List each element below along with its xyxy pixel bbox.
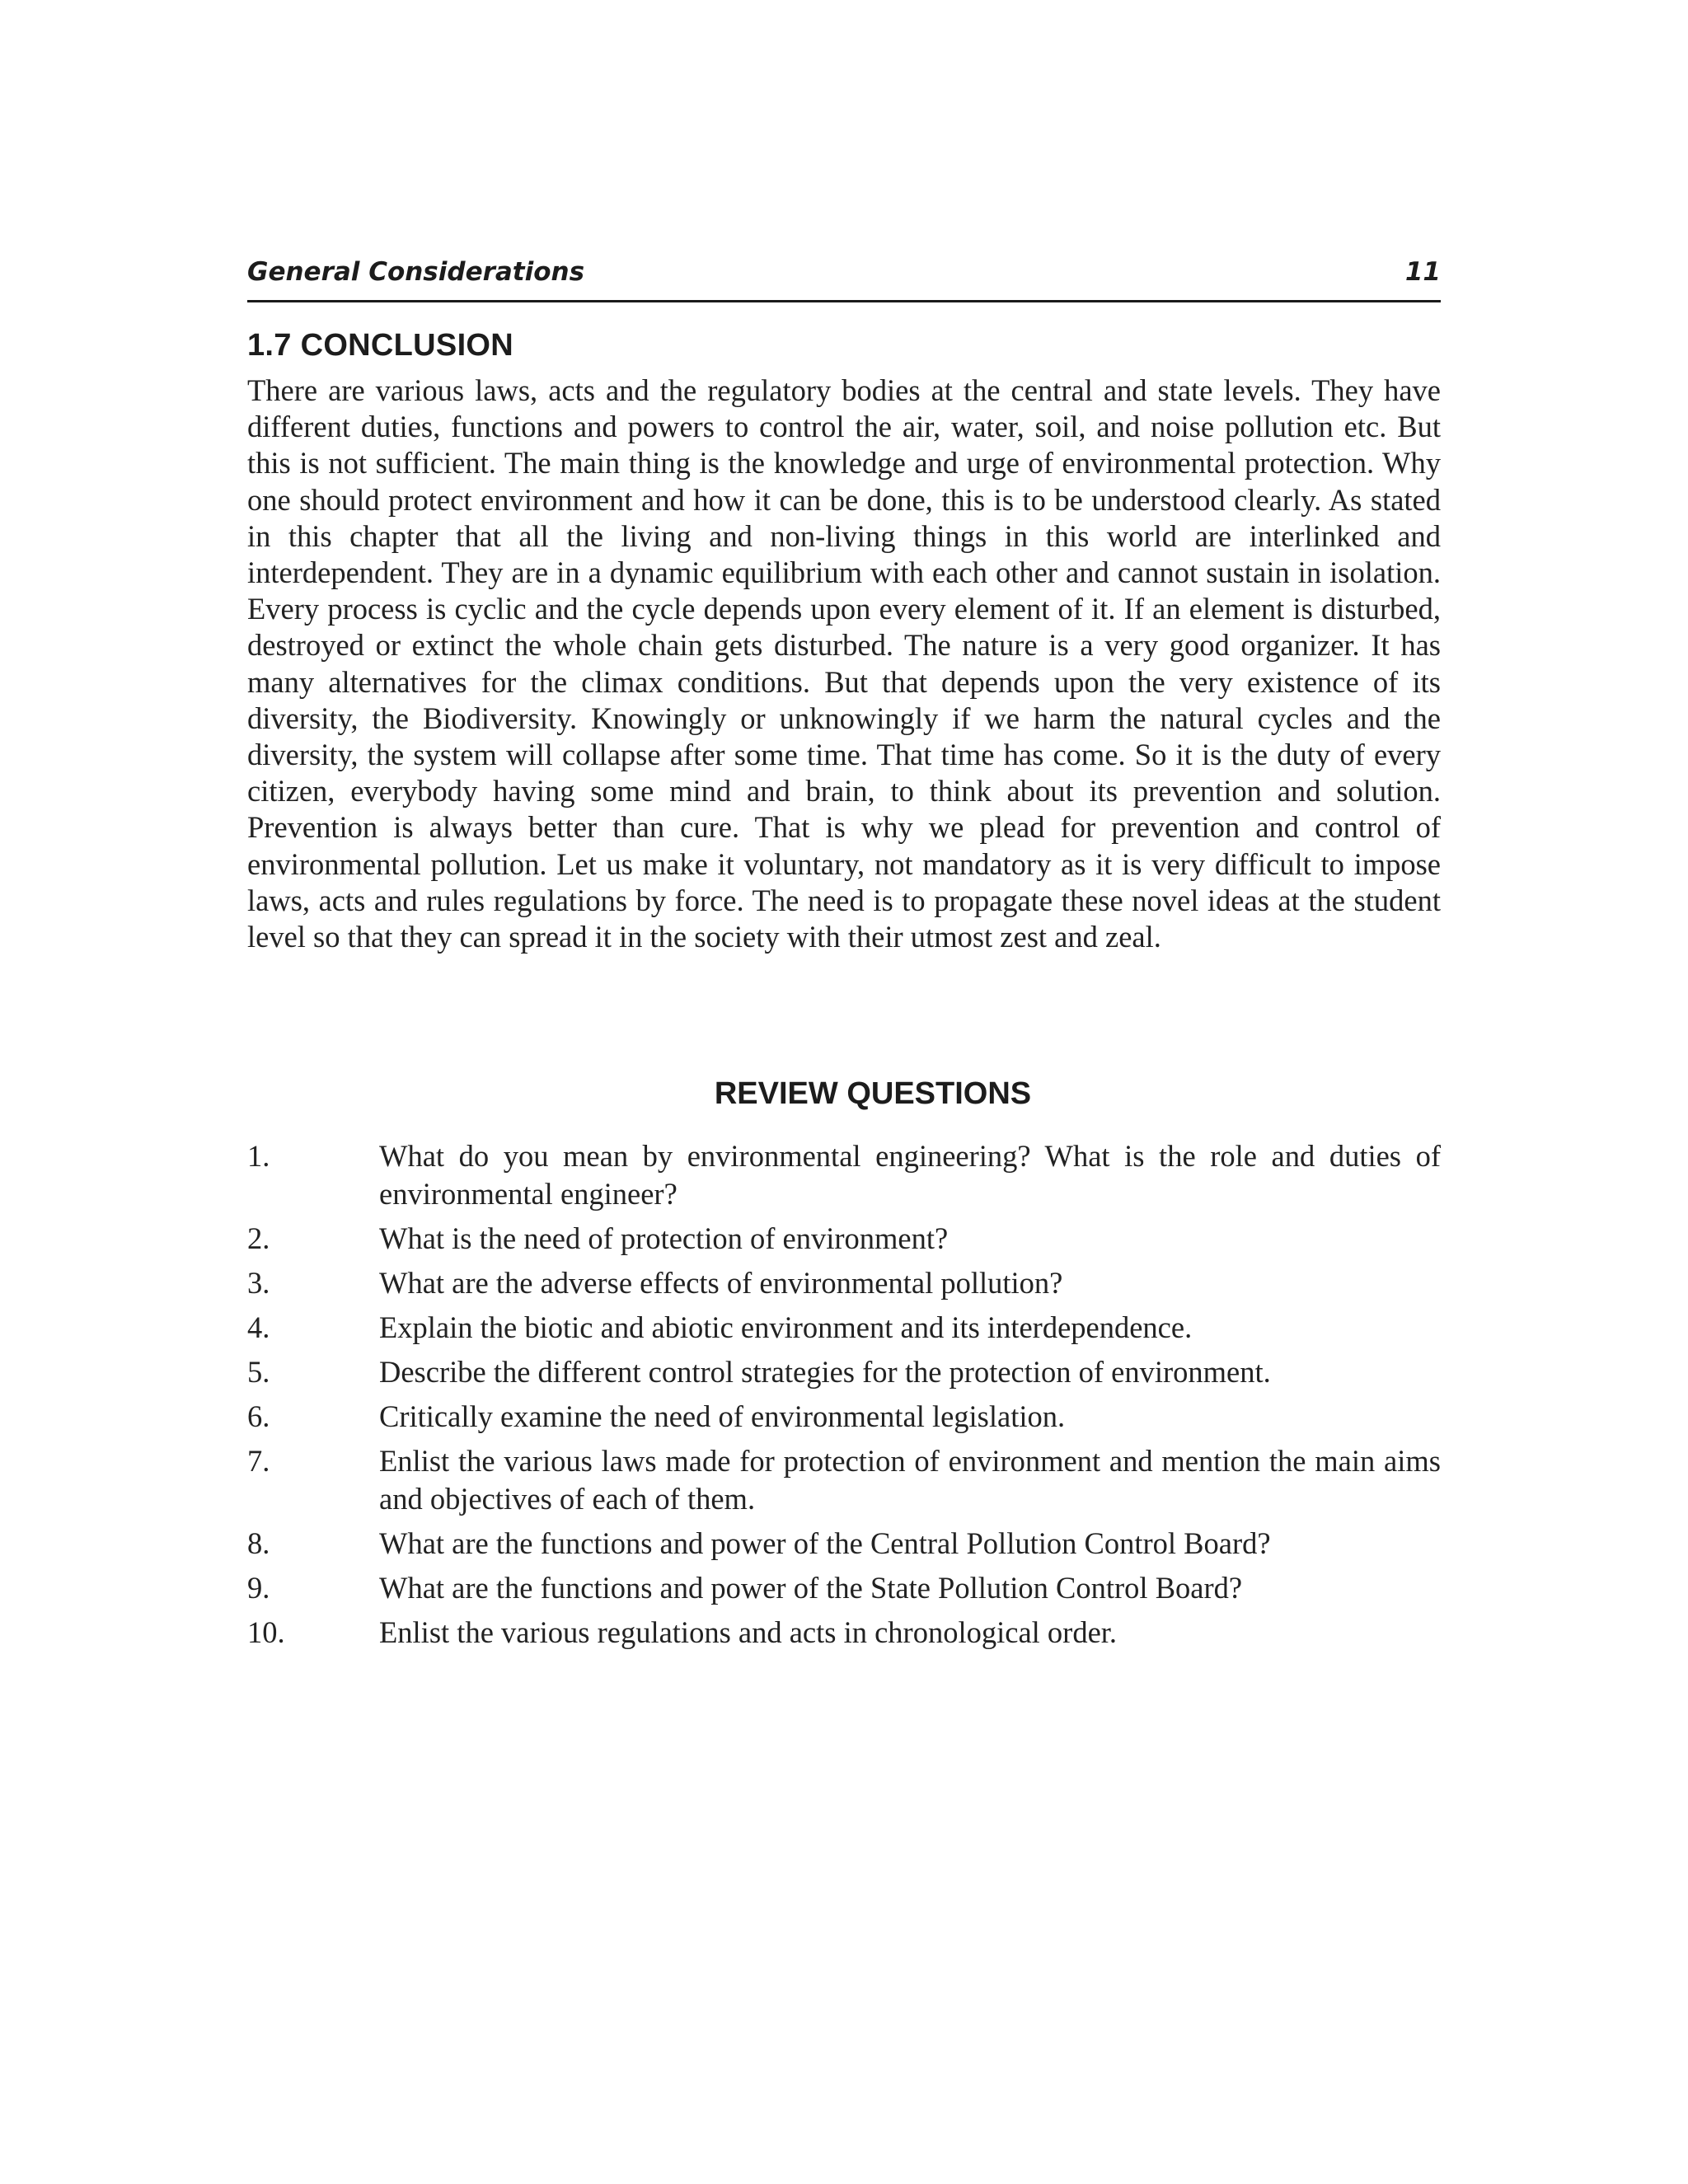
question-text: What do you mean by environmental engineering? What is the role and duties of environmental engineer? xyxy=(379,1139,1441,1211)
question-number: 8. xyxy=(247,1526,270,1560)
section-heading-conclusion: 1.7 CONCLUSION xyxy=(247,328,514,363)
list-item xyxy=(247,1614,1441,1652)
page-number: 11 xyxy=(1404,257,1441,287)
conclusion-paragraph: There are various laws, acts and the regulatory bodies at the central and state levels. They have different duties, functions and powers to control the air, water, soil, and noise pollution etc. But this is not sufficient. The main thing is the knowledge and urge of environmental protection. Why one should protect environment and how it can be done, this is to be understood clearly. As stated in this chapter that all the living and non-living things in this world are interlinked and interdependent. They are in a dynamic equilibrium with each other and cannot sustain in isolation. Every process is cyclic and the cycle depends upon every element of it. If an element is disturbed, destroyed or extinct the whole chain gets disturbed. The nature is a very good organizer. It has many alternatives for the climax conditions. But that depends upon the very existence of its diversity, the Biodiversity. Knowingly or unknowingly if we harm the natural cycles and the diversity, the system will collapse after some time. That time has come. So it is the duty of every citizen, everybody having some mind and brain, to think about its prevention and solution. Prevention is always better than cure. That is why we plead for prevention and control of environmental pollution. Let us make it voluntary, not mandatory as it is very difficult to impose laws, acts and rules regulations by force. The need is to propagate these novel ideas at the student level so that they can spread it in the society with their utmost zest and zeal. xyxy=(247,373,1441,954)
list-item xyxy=(247,1220,1441,1258)
question-number: 9. xyxy=(247,1571,270,1605)
list-item xyxy=(247,1398,1441,1436)
question-text: What are the adverse effects of environmental pollution? xyxy=(379,1266,1063,1300)
running-head-title: General Considerations xyxy=(247,257,585,287)
question-number: 3. xyxy=(247,1266,270,1300)
question-number: 4. xyxy=(247,1310,270,1344)
question-text: Describe the different control strategies for the protection of environment. xyxy=(379,1355,1271,1389)
question-text: What are the functions and power of the Central Pollution Control Board? xyxy=(379,1526,1271,1560)
list-item xyxy=(247,1264,1441,1302)
question-number: 10. xyxy=(247,1615,285,1649)
review-questions-list xyxy=(247,1137,1441,1658)
review-questions-heading: REVIEW QUESTIONS xyxy=(714,1076,1032,1111)
question-text: Explain the biotic and abiotic environment and its interdependence. xyxy=(379,1310,1193,1344)
question-text: Enlist the various laws made for protection of environment and mention the main aims and objectives of each of them. xyxy=(379,1444,1441,1516)
list-item xyxy=(247,1137,1441,1213)
question-number: 6. xyxy=(247,1399,270,1433)
question-number: 1. xyxy=(247,1139,270,1173)
question-number: 5. xyxy=(247,1355,270,1389)
list-item xyxy=(247,1353,1441,1391)
question-text: What is the need of protection of environment? xyxy=(379,1221,949,1255)
question-number: 2. xyxy=(247,1221,270,1255)
list-item xyxy=(247,1442,1441,1518)
running-head xyxy=(247,254,1441,302)
list-item xyxy=(247,1525,1441,1563)
question-number: 7. xyxy=(247,1444,270,1478)
question-text: What are the functions and power of the State Pollution Control Board? xyxy=(379,1571,1243,1605)
list-item xyxy=(247,1569,1441,1607)
question-text: Critically examine the need of environmental legislation. xyxy=(379,1399,1066,1433)
question-text: Enlist the various regulations and acts in chronological order. xyxy=(379,1615,1118,1649)
list-item xyxy=(247,1309,1441,1347)
